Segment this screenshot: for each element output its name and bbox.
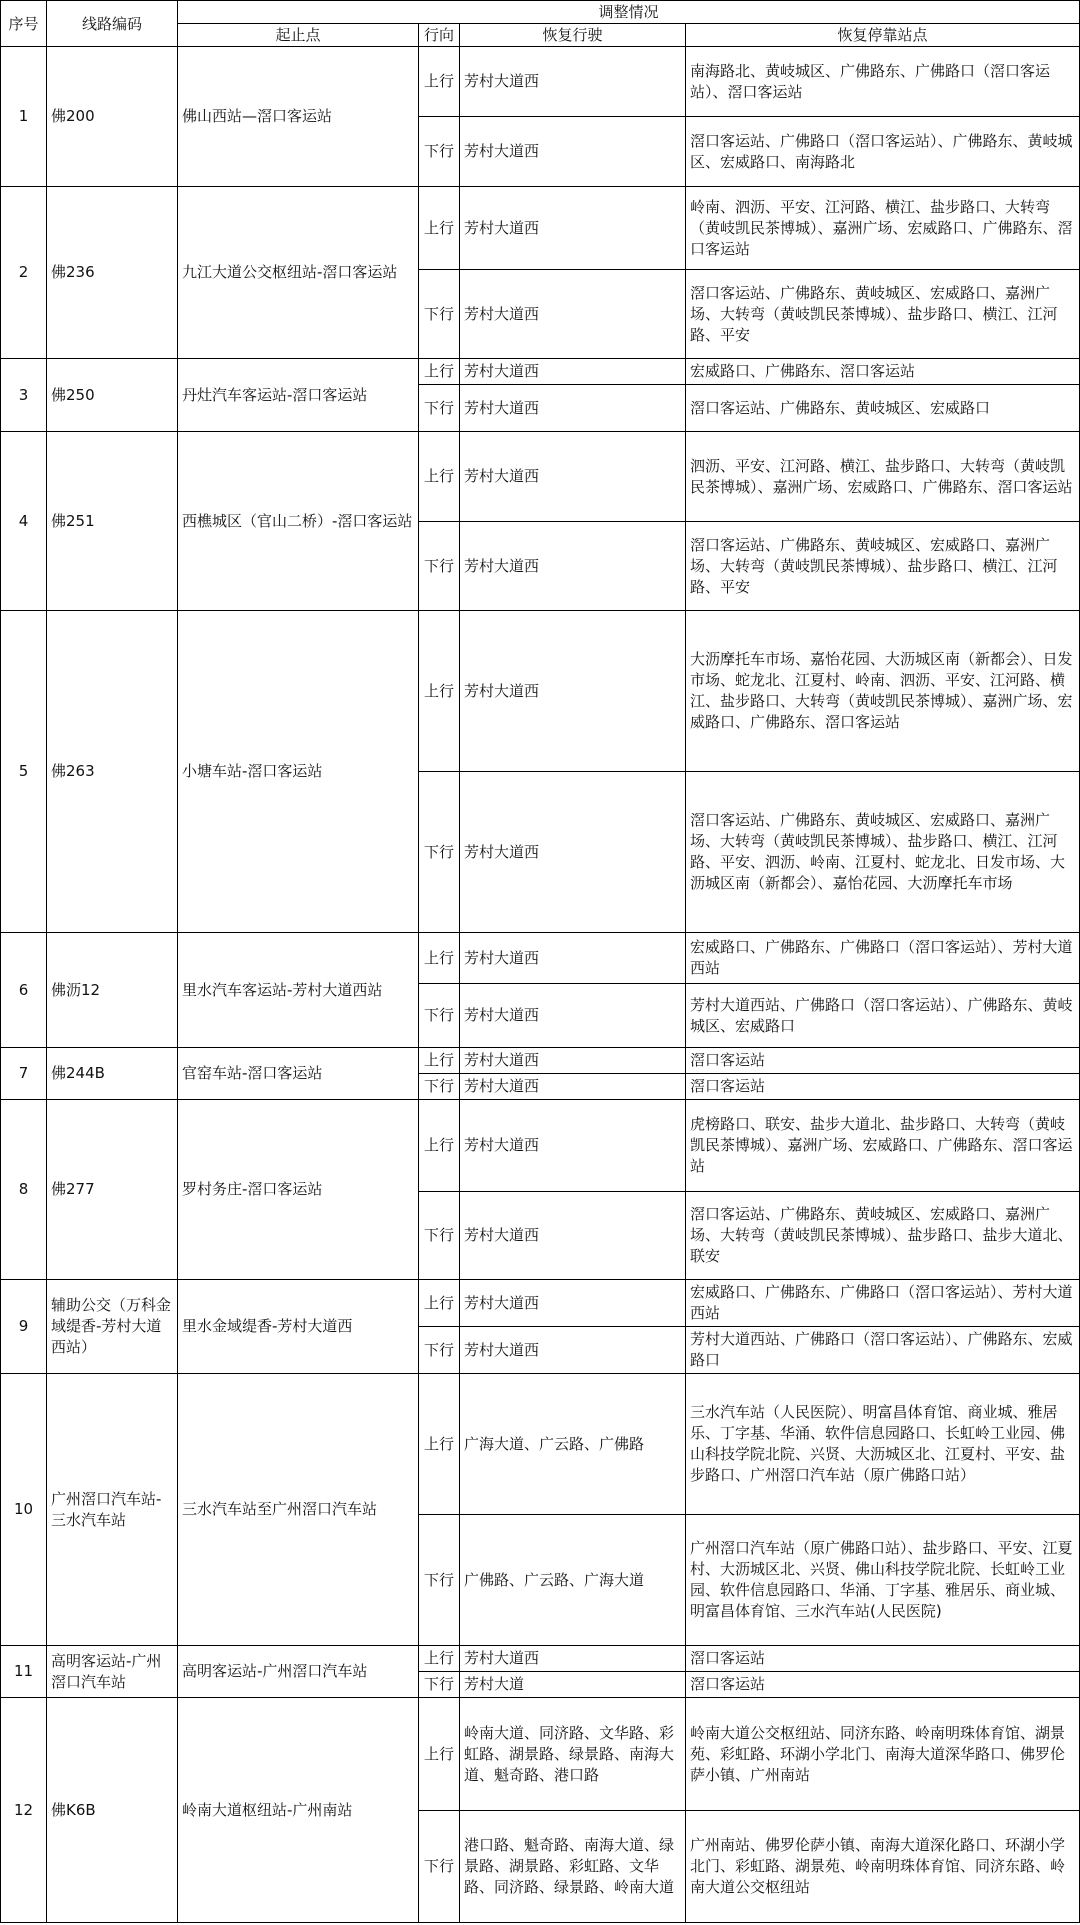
route-endpoints: 九江大道公交枢纽站-滘口客运站 xyxy=(178,187,419,359)
header-route-code: 线路编码 xyxy=(47,1,178,47)
restore-route: 芳村大道西 xyxy=(460,117,686,187)
restore-route: 芳村大道西 xyxy=(460,933,686,984)
restore-route: 芳村大道西 xyxy=(460,1048,686,1074)
restore-stops: 宏威路口、广佛路东、广佛路口（滘口客运站）、芳村大道西站 xyxy=(686,1280,1080,1327)
restore-route: 芳村大道西 xyxy=(460,611,686,772)
header-seq: 序号 xyxy=(1,1,47,47)
restore-stops: 芳村大道西站、广佛路口（滘口客运站）、广佛路东、宏威路口 xyxy=(686,1327,1080,1374)
route-seq: 2 xyxy=(1,187,47,359)
route-endpoints: 里水金域缇香-芳村大道西 xyxy=(178,1280,419,1374)
restore-stops: 泗沥、平安、江河路、横江、盐步路口、大转弯（黄岐凯民茶博城）、嘉洲广场、宏威路口、广佛路东、滘口客运站 xyxy=(686,432,1080,522)
restore-route: 芳村大道西 xyxy=(460,1646,686,1672)
route-code: 佛200 xyxy=(47,47,178,187)
restore-stops: 滘口客运站、广佛路东、黄岐城区、宏威路口、嘉洲广场、大转弯（黄岐凯民茶博城）、盐步路口、横江、江河路、平安 xyxy=(686,522,1080,611)
route-direction: 上行 xyxy=(419,1048,460,1074)
restore-stops: 大沥摩托车市场、嘉怡花园、大沥城区南（新都会）、日发市场、蛇龙北、江夏村、岭南、泗沥、平安、江河路、横江、盐步路口、大转弯（黄岐凯民茶博城）、嘉洲广场、宏威路口、广佛路东、滘口客运站 xyxy=(686,611,1080,772)
route-direction: 上行 xyxy=(419,1698,460,1811)
route-endpoints: 丹灶汽车客运站-滘口客运站 xyxy=(178,359,419,432)
restore-route: 芳村大道西 xyxy=(460,1327,686,1374)
restore-stops: 滘口客运站、广佛路东、黄岐城区、宏威路口、嘉洲广场、大转弯（黄岐凯民茶博城）、盐步路口、盐步大道北、联安 xyxy=(686,1192,1080,1280)
route-direction: 下行 xyxy=(419,1074,460,1100)
restore-route: 岭南大道、同济路、文华路、彩虹路、湖景路、绿景路、南海大道、魁奇路、港口路 xyxy=(460,1698,686,1811)
restore-route: 广佛路、广云路、广海大道 xyxy=(460,1515,686,1646)
route-code: 佛250 xyxy=(47,359,178,432)
route-direction: 下行 xyxy=(419,385,460,432)
route-code: 佛263 xyxy=(47,611,178,933)
route-endpoints: 高明客运站-广州滘口汽车站 xyxy=(178,1646,419,1698)
route-code: 佛K6B xyxy=(47,1698,178,1923)
route-direction: 上行 xyxy=(419,1374,460,1515)
route-seq: 8 xyxy=(1,1100,47,1280)
route-direction: 下行 xyxy=(419,984,460,1048)
route-direction: 上行 xyxy=(419,432,460,522)
route-endpoints: 三水汽车站至广州滘口汽车站 xyxy=(178,1374,419,1646)
restore-route: 港口路、魁奇路、南海大道、绿景路、湖景路、彩虹路、文华路、同济路、绿景路、岭南大道 xyxy=(460,1811,686,1923)
route-direction: 下行 xyxy=(419,1192,460,1280)
restore-stops: 芳村大道西站、广佛路口（滘口客运站）、广佛路东、黄岐城区、宏威路口 xyxy=(686,984,1080,1048)
restore-route: 芳村大道西 xyxy=(460,522,686,611)
route-seq: 1 xyxy=(1,47,47,187)
route-direction: 上行 xyxy=(419,611,460,772)
restore-route: 芳村大道西 xyxy=(460,385,686,432)
table-body xyxy=(1,47,1080,1923)
route-seq: 9 xyxy=(1,1280,47,1374)
restore-route: 芳村大道西 xyxy=(460,359,686,385)
restore-stops: 滘口客运站、广佛路东、黄岐城区、宏威路口、嘉洲广场、大转弯（黄岐凯民茶博城）、盐步路口、横江、江河路、平安 xyxy=(686,270,1080,359)
restore-stops: 滘口客运站 xyxy=(686,1048,1080,1074)
route-seq: 3 xyxy=(1,359,47,432)
route-seq: 5 xyxy=(1,611,47,933)
table-row xyxy=(1,1048,1080,1074)
route-direction: 下行 xyxy=(419,1515,460,1646)
route-code: 辅助公交（万科金域缇香-芳村大道西站） xyxy=(47,1280,178,1374)
restore-stops: 虎榜路口、联安、盐步大道北、盐步路口、大转弯（黄岐凯民茶博城）、嘉洲广场、宏威路口、广佛路东、滘口客运站 xyxy=(686,1100,1080,1192)
restore-stops: 广州滘口汽车站（原广佛路口站）、盐步路口、平安、江夏村、大沥城区北、兴贤、佛山科技学院北院、长虹岭工业园、软件信息园路口、华涌、丁字基、雅居乐、商业城、明富昌体育馆、三水汽车站(人民医院) xyxy=(686,1515,1080,1646)
table-row xyxy=(1,47,1080,117)
route-endpoints: 官窑车站-滘口客运站 xyxy=(178,1048,419,1100)
route-seq: 10 xyxy=(1,1374,47,1646)
table-row xyxy=(1,611,1080,772)
route-code: 佛251 xyxy=(47,432,178,611)
restore-route: 芳村大道西 xyxy=(460,984,686,1048)
route-endpoints: 里水汽车客运站-芳村大道西站 xyxy=(178,933,419,1048)
route-direction: 上行 xyxy=(419,1280,460,1327)
route-code: 高明客运站-广州滘口汽车站 xyxy=(47,1646,178,1698)
route-seq: 11 xyxy=(1,1646,47,1698)
restore-stops: 滘口客运站 xyxy=(686,1646,1080,1672)
restore-stops: 滘口客运站、广佛路东、黄岐城区、宏威路口、嘉洲广场、大转弯（黄岐凯民茶博城）、盐步路口、横江、江河路、平安、泗沥、岭南、江夏村、蛇龙北、日发市场、大沥城区南（新都会）、嘉怡花园、大沥摩托车市场 xyxy=(686,772,1080,933)
route-seq: 7 xyxy=(1,1048,47,1100)
route-seq: 12 xyxy=(1,1698,47,1923)
route-endpoints: 小塘车站-滘口客运站 xyxy=(178,611,419,933)
route-direction: 上行 xyxy=(419,359,460,385)
table-row xyxy=(1,1646,1080,1672)
restore-route: 芳村大道 xyxy=(460,1672,686,1698)
restore-route: 芳村大道西 xyxy=(460,187,686,270)
restore-stops: 滘口客运站 xyxy=(686,1672,1080,1698)
route-direction: 上行 xyxy=(419,1646,460,1672)
route-direction: 上行 xyxy=(419,187,460,270)
route-endpoints: 岭南大道枢纽站-广州南站 xyxy=(178,1698,419,1923)
restore-stops: 广州南站、佛罗伦萨小镇、南海大道深化路口、环湖小学北门、彩虹路、湖景苑、岭南明珠体育馆、同济东路、岭南大道公交枢纽站 xyxy=(686,1811,1080,1923)
table-row xyxy=(1,1698,1080,1811)
restore-stops: 岭南、泗沥、平安、江河路、横江、盐步路口、大转弯（黄岐凯民茶博城）、嘉洲广场、宏威路口、广佛路东、滘口客运站 xyxy=(686,187,1080,270)
route-seq: 4 xyxy=(1,432,47,611)
table-row xyxy=(1,187,1080,270)
table-row xyxy=(1,432,1080,522)
table-row xyxy=(1,359,1080,385)
route-seq: 6 xyxy=(1,933,47,1048)
route-code: 广州滘口汽车站-三水汽车站 xyxy=(47,1374,178,1646)
restore-stops: 滘口客运站 xyxy=(686,1074,1080,1100)
restore-route: 芳村大道西 xyxy=(460,1192,686,1280)
restore-stops: 南海路北、黄岐城区、广佛路东、广佛路口（滘口客运站）、滘口客运站 xyxy=(686,47,1080,117)
route-direction: 下行 xyxy=(419,270,460,359)
table-row xyxy=(1,1374,1080,1515)
route-endpoints: 罗村务庄-滘口客运站 xyxy=(178,1100,419,1280)
route-direction: 下行 xyxy=(419,772,460,933)
restore-stops: 滘口客运站、广佛路口（滘口客运站）、广佛路东、黄岐城区、宏威路口、南海路北 xyxy=(686,117,1080,187)
restore-route: 广海大道、广云路、广佛路 xyxy=(460,1374,686,1515)
header-restore-stops: 恢复停靠站点 xyxy=(686,24,1080,47)
restore-stops: 滘口客运站、广佛路东、黄岐城区、宏威路口 xyxy=(686,385,1080,432)
restore-route: 芳村大道西 xyxy=(460,1100,686,1192)
restore-stops: 宏威路口、广佛路东、滘口客运站 xyxy=(686,359,1080,385)
route-direction: 下行 xyxy=(419,1672,460,1698)
route-direction: 下行 xyxy=(419,1327,460,1374)
header-adjustment: 调整情况 xyxy=(178,1,1080,24)
route-endpoints: 佛山西站—滘口客运站 xyxy=(178,47,419,187)
restore-route: 芳村大道西 xyxy=(460,772,686,933)
route-code: 佛236 xyxy=(47,187,178,359)
route-code: 佛沥12 xyxy=(47,933,178,1048)
route-direction: 上行 xyxy=(419,1100,460,1192)
route-direction: 下行 xyxy=(419,1811,460,1923)
route-direction: 上行 xyxy=(419,933,460,984)
header-direction: 行向 xyxy=(419,24,460,47)
route-direction: 下行 xyxy=(419,117,460,187)
restore-route: 芳村大道西 xyxy=(460,270,686,359)
restore-stops: 岭南大道公交枢纽站、同济东路、岭南明珠体育馆、湖景苑、彩虹路、环湖小学北门、南海大道深华路口、佛罗伦萨小镇、广州南站 xyxy=(686,1698,1080,1811)
route-code: 佛277 xyxy=(47,1100,178,1280)
restore-stops: 宏威路口、广佛路东、广佛路口（滘口客运站）、芳村大道西站 xyxy=(686,933,1080,984)
header-endpoints: 起止点 xyxy=(178,24,419,47)
table-row xyxy=(1,1280,1080,1327)
table-row xyxy=(1,933,1080,984)
restore-route: 芳村大道西 xyxy=(460,1074,686,1100)
route-code: 佛244B xyxy=(47,1048,178,1100)
header-restore-route: 恢复行驶 xyxy=(460,24,686,47)
route-endpoints: 西樵城区（官山二桥）-滘口客运站 xyxy=(178,432,419,611)
restore-stops: 三水汽车站（人民医院）、明富昌体育馆、商业城、雅居乐、丁字基、华涌、软件信息园路口、长虹岭工业园、佛山科技学院北院、兴贤、大沥城区北、江夏村、平安、盐步路口、广州滘口汽车站（原广佛路口站） xyxy=(686,1374,1080,1515)
restore-route: 芳村大道西 xyxy=(460,47,686,117)
table-row xyxy=(1,1100,1080,1192)
restore-route: 芳村大道西 xyxy=(460,1280,686,1327)
route-direction: 上行 xyxy=(419,47,460,117)
restore-route: 芳村大道西 xyxy=(460,432,686,522)
route-direction: 下行 xyxy=(419,522,460,611)
